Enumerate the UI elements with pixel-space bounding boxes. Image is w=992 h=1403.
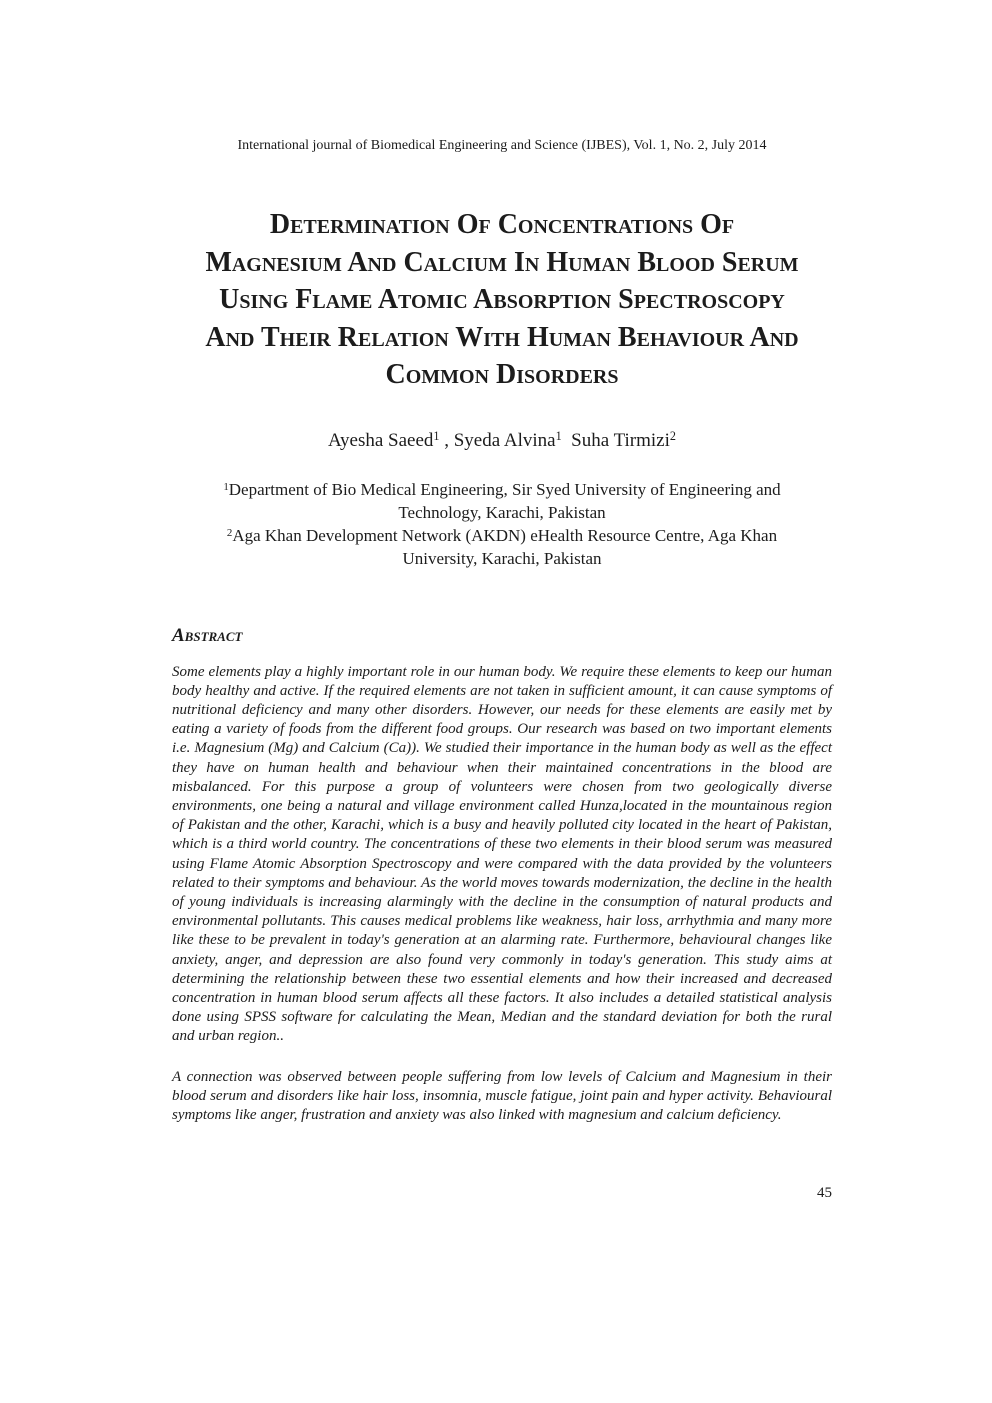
title-line-5: Common Disorders (385, 359, 619, 390)
author-name-3: Suha Tirmizi (571, 429, 670, 451)
title-line-4: And Their Relation With Human Behaviour And (205, 321, 799, 353)
title-line-2: Magnesium And Calcium In Human Blood Serum (205, 246, 799, 278)
authors-line (172, 428, 832, 453)
page-number: 45 (817, 1185, 832, 1202)
journal-header-line: International journal of Biomedical Engineering and Science (IJBES), Vol. 1, No. 2, July 2014 (237, 138, 767, 153)
author-name-1: Ayesha Saeed (328, 429, 434, 451)
paper-page (172, 0, 832, 1202)
author-affiliation-ref-1: 1 (433, 429, 440, 444)
author-separator-1: , (439, 429, 454, 451)
affiliation-line-1 (172, 478, 832, 501)
title-line-3: Using Flame Atomic Absorption Spectroscopy (219, 284, 785, 315)
paper-title (152, 206, 852, 394)
affiliation-line-3 (172, 524, 832, 547)
abstract-heading: Abstract (172, 624, 243, 646)
author-separator-2 (562, 430, 572, 451)
author-name-2: Syeda Alvina (453, 429, 556, 451)
affiliation-line-2 (172, 501, 832, 524)
author-affiliation-ref-2: 1 (555, 429, 562, 444)
affiliation-marker-2: 2 (226, 526, 233, 539)
affiliation-text-3: Aga Khan Development Network (AKDN) eHealth Resource Centre, Aga Khan (232, 525, 778, 545)
title-line-1: Determination Of Concentrations Of (269, 209, 735, 240)
affiliation-text-1: Department of Bio Medical Engineering, Sir Syed University of Engineering and (228, 479, 781, 499)
affiliation-text-2: Technology, Karachi, Pakistan (398, 502, 606, 522)
affiliation-line-4 (172, 547, 832, 570)
author-affiliation-ref-3: 2 (669, 429, 676, 444)
abstract-paragraph-1: Some elements play a highly important role in our human body. We require these elements to keep our human body healthy and active. If the required elements are not taken in sufficient amount, it can cause symptoms of nutritional deficiency and many other disorders. However, our needs for these elements are easily met by eating a variety of foods from the different food groups. Our research was based on two important elements i.e. Magnesium (Mg) and Calcium (Ca)). We studied their importance in the human body as well as the effect they have on human health and behaviour when their maintained concentrations in the blood are misbalanced. For this purpose a group of volunteers were chosen from two geologically diverse environments, one being a natural and village environment called Hunza,located in the mountainous region of Pakistan and the other, Karachi, which is a busy and heavily polluted city located in the heart of Pakistan, which is a third world country. The concentrations of these two elements in their blood serum was measured using Flame Atomic Absorption Spectroscopy and were compared with the data provided by the volunteers related to their symptoms and behaviour. As the world moves towards modernization, the decline in the health of young individuals is increasing alarmingly with the decline in the consumption of natural products and environmental pollutants. This causes medical problems like weakness, hair loss, arrhythmia and many more like these to be prevalent in today's generation at an alarming rate. Furthermore, behavioural changes like anxiety, anger, and depression are also found very commonly in today's generation. This study aims at determining the relationship between these two essential elements and how their increased and decreased concentration in human blood serum affects all these factors. It also includes a detailed statistical analysis done using SPSS software for calculating the Mean, Median and the standard deviation for both the rural and urban region.. (172, 663, 832, 1045)
affiliations-block (172, 478, 832, 570)
affiliation-marker-1: 1 (223, 480, 229, 493)
affiliation-text-4: University, Karachi, Pakistan (402, 548, 602, 568)
abstract-paragraph-2: A connection was observed between people suffering from low levels of Calcium and Magnesium in their blood serum and disorders like hair loss, insomnia, muscle fatigue, joint pain and hyper activity. Behavioural symptoms like anger, frustration and anxiety was also linked with magnesium and calcium deficiency. (172, 1068, 832, 1123)
